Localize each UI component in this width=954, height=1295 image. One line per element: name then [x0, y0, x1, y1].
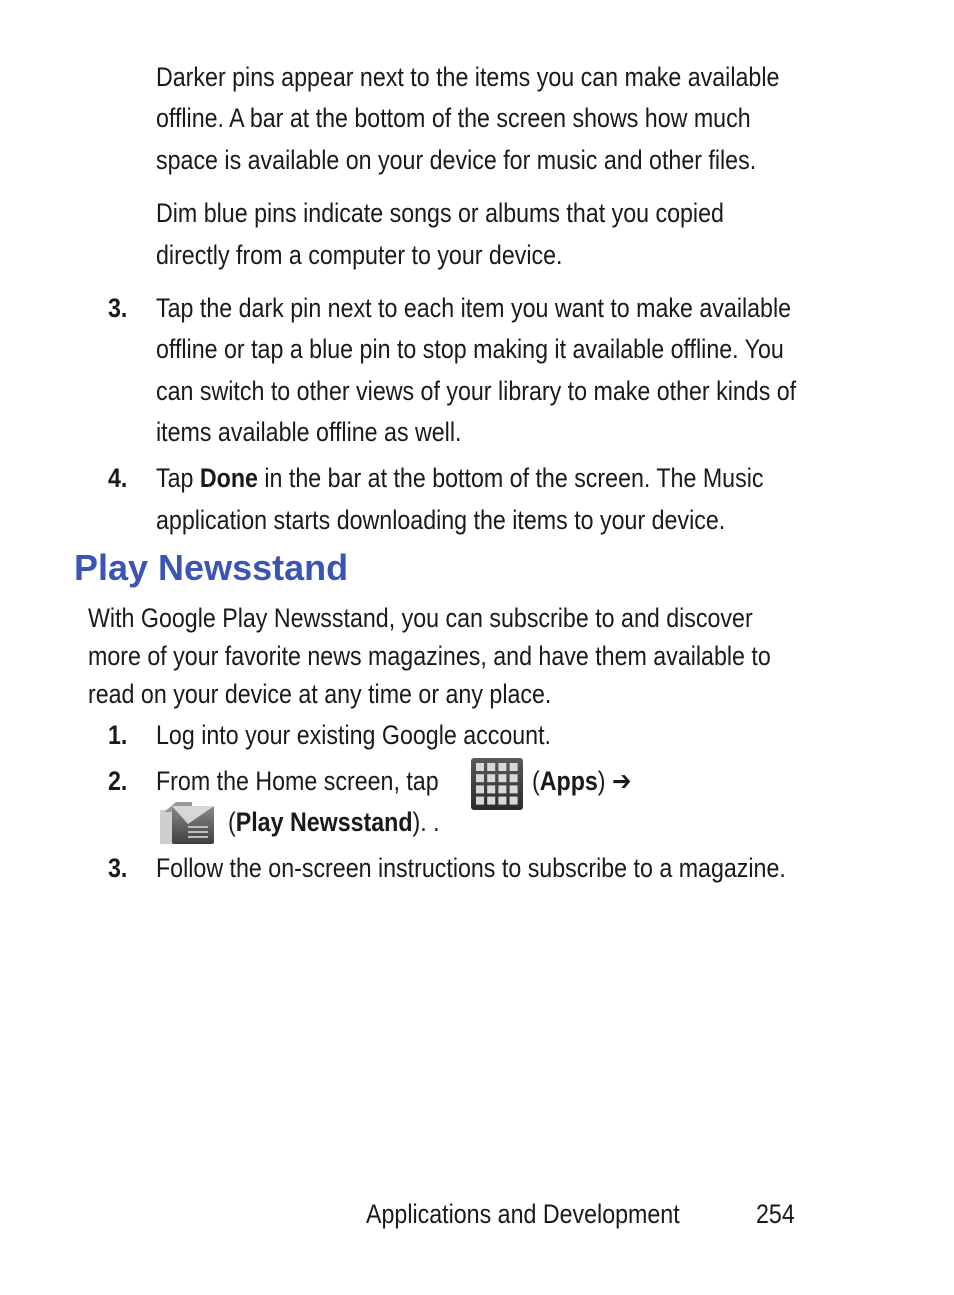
- step-text-line: [532, 761, 631, 803]
- step-number: 3.: [108, 293, 128, 323]
- step-number: 2.: [108, 766, 128, 796]
- apps-grid-cell: [476, 797, 484, 805]
- apps-grid-cell: [510, 785, 518, 793]
- apps-open-paren: (: [532, 766, 540, 796]
- apps-grid-cell: [476, 785, 484, 793]
- apps-grid-cell: [487, 763, 495, 771]
- apps-grid-cell: [498, 774, 506, 782]
- apps-grid-cell: [510, 797, 518, 805]
- step-text-line: Follow the on-screen instructions to subscribe to a magazine.: [156, 853, 786, 883]
- done-label: Done: [199, 463, 258, 493]
- apps-grid-cell: [476, 763, 484, 771]
- step-number: 4.: [108, 463, 128, 493]
- newsstand-open-paren: (: [228, 807, 236, 837]
- apps-grid-cell: [510, 774, 518, 782]
- step-number: 1.: [108, 720, 128, 750]
- footer-section-title: Applications and Development: [366, 1199, 680, 1229]
- apps-grid-cell: [510, 763, 518, 771]
- play-newsstand-icon: [158, 800, 216, 846]
- apps-close-paren: ): [597, 766, 606, 796]
- step-text-line: Log into your existing Google account.: [156, 720, 551, 750]
- intro-paragraph-1-line-3: space is available on your device for music and other files.: [156, 145, 757, 175]
- section-intro-line: With Google Play Newsstand, you can subscribe to and discover: [88, 603, 753, 633]
- step-text-line: offline or tap a blue pin to stop making it available offline. You: [156, 334, 784, 364]
- intro-paragraph-2-line-2: directly from a computer to your device.: [156, 240, 563, 270]
- step-text-line: can switch to other views of your library to make other kinds of: [156, 376, 797, 406]
- apps-grid-cell: [487, 774, 495, 782]
- apps-grid-cell: [487, 785, 495, 793]
- newsstand-close-paren: ). .: [412, 807, 440, 837]
- apps-label: Apps: [539, 766, 598, 796]
- page-number: 254: [756, 1199, 795, 1229]
- apps-grid-cell: [487, 797, 495, 805]
- apps-grid-cell: [476, 774, 484, 782]
- step-text-line: Tap the dark pin next to each item you want to make available: [156, 293, 792, 323]
- step-text-suffix: in the bar at the bottom of the screen. The Music: [257, 463, 764, 493]
- play-newsstand-label: Play Newsstand: [235, 807, 413, 837]
- intro-paragraph-1-line-1: Darker pins appear next to the items you can make available: [156, 62, 780, 92]
- step-text-prefix: Tap: [156, 463, 200, 493]
- apps-grid-icon: [471, 758, 523, 810]
- section-intro-line: read on your device at any time or any place.: [88, 679, 552, 709]
- intro-paragraph-2-line-1: Dim blue pins indicate songs or albums that you copied: [156, 198, 724, 228]
- section-heading: Play Newsstand: [74, 547, 349, 588]
- apps-grid-cell: [498, 763, 506, 771]
- section-intro-line: more of your favorite news magazines, and have them available to: [88, 641, 771, 671]
- apps-grid-cell: [498, 785, 506, 793]
- step-text-line: application starts downloading the items to your device.: [156, 505, 726, 535]
- step-text-line: items available offline as well.: [156, 417, 462, 447]
- step-text-line: [228, 802, 440, 844]
- step-number: 3.: [108, 853, 128, 883]
- step-text-line: From the Home screen, tap: [156, 766, 439, 796]
- step-text-line: [156, 458, 763, 500]
- arrow-icon: ➔: [611, 766, 632, 796]
- intro-paragraph-1-line-2: offline. A bar at the bottom of the screen shows how much: [156, 103, 751, 133]
- apps-grid-cell: [498, 797, 506, 805]
